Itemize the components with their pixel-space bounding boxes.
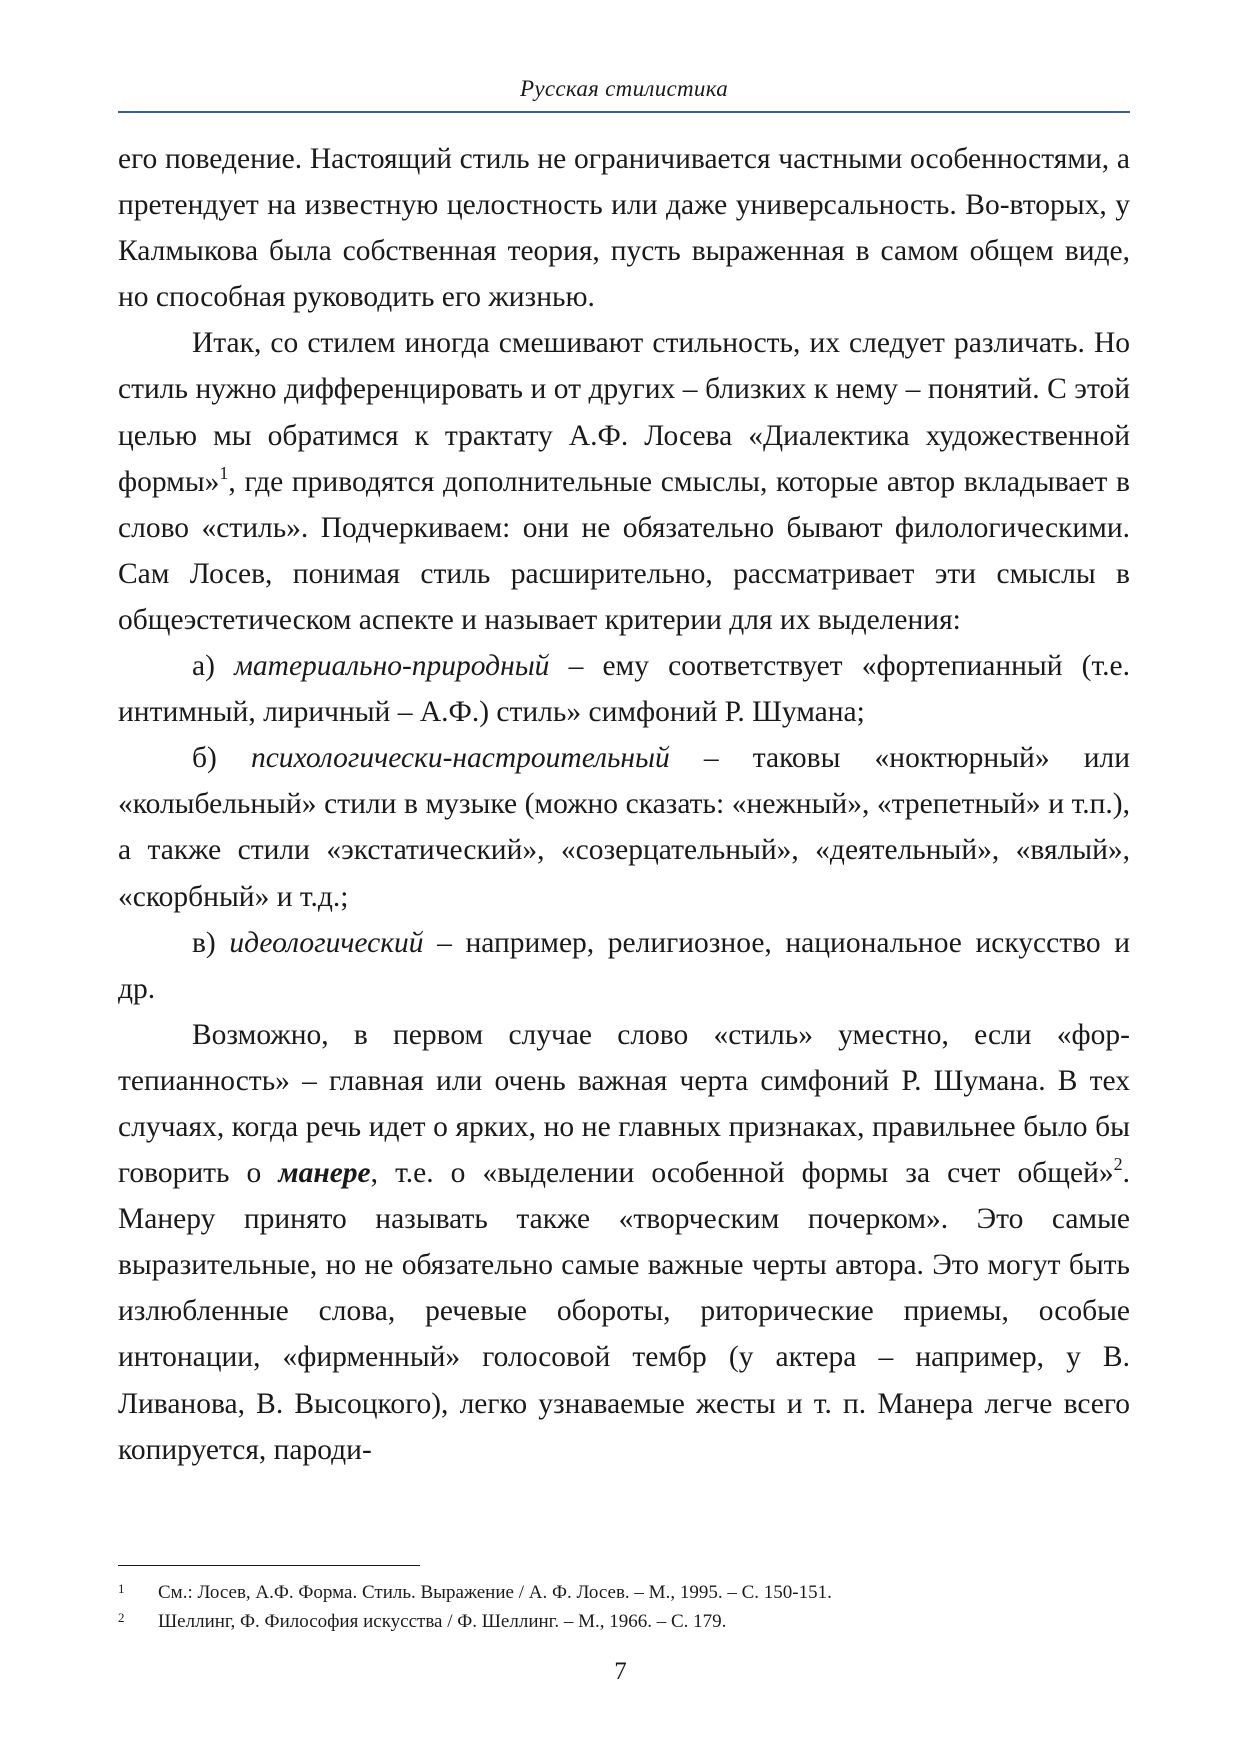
paragraph-1 <box>118 136 1130 320</box>
list-item-c-text: – например, религиозное, национальное искусство и др. <box>118 926 1130 1005</box>
footnote-1 <box>118 1578 1130 1607</box>
list-item-a-text: – ему соответствует «фортепианный (т.е. интимный, лиричный – А.Ф.) стиль» симфоний Р. Шумана; <box>118 650 1130 729</box>
list-item-b-text: – таковы «ноктюрный» или «колыбельный» стили в музыке (можно сказать: «нежный», «трепетный» и т.п.), а также стили «экстатический», «созерцательный», «деятельный», «вялый», «скорбный» и т.д.; <box>118 742 1130 913</box>
running-header: Русская стилистика <box>519 76 729 101</box>
paragraph-3 <box>118 1012 1130 1473</box>
list-item-a-term: материально-природный <box>234 650 550 683</box>
paragraph-1-text: его поведение. Настоящий стиль не ограничивается частными особенностями, а претендует на известную целостность или даже универсальность. Во-вторых, у Калмыкова была собственная теория, пусть выраженная в самом общем виде, но способная руководить его жизнью. <box>118 143 1130 314</box>
footnote-rule <box>118 1565 420 1566</box>
footnote-1-mark: 1 <box>118 1581 125 1596</box>
paragraph-3-text-before: Возможно, в первом случае слово «стиль» уместно, если «фортепианность» – главная или очень важная черта симфоний Р. Шумана. В тех случаях, когда речь идет о ярких, но не главных признаках, правильнее было бы говорить о <box>118 1018 1130 1190</box>
footnote-2-text: Шеллинг, Ф. Философия искусства / Ф. Шеллинг. – М., 1966. – С. 179. <box>158 1611 727 1632</box>
paragraph-3-text-after: . Манеру принято называть также «творческим почерком». Это самые выразительные, но не обязательно самые важные черты автора. Это могут быть излюбленные слова, речевые обороты, риторические приемы, особые интонации, «фирменный» голосовой тембр (у актера – например, у В. Ливанова, В. Высоцкого), легко узнаваемые жесты и т. п. Манера легче всего копируется, пароди- <box>118 1157 1130 1466</box>
footnote-ref-2[interactable]: 2 <box>1113 1154 1123 1175</box>
footnote-1-text: См.: Лосев, А.Ф. Форма. Стиль. Выражение / А. Ф. Лосев. – М., 1995. – С. 150-151. <box>158 1582 832 1603</box>
paragraph-3-text-middle: , т.е. о «выделении особенной формы за счет общей» <box>370 1157 1114 1190</box>
list-item-c-prefix: в) <box>192 926 230 959</box>
footnote-ref-1[interactable]: 1 <box>219 462 229 483</box>
list-item-a <box>118 643 1130 735</box>
list-item-a-prefix: а) <box>192 650 235 683</box>
list-item-c-term: идеологический <box>229 926 424 959</box>
paragraph-2 <box>118 320 1130 643</box>
list-item-b <box>118 735 1130 919</box>
page-number: 7 <box>614 1658 627 1685</box>
footnotes <box>118 1578 1130 1636</box>
body-text <box>118 136 1130 1473</box>
list-item-b-prefix: б) <box>192 742 251 775</box>
header-rule <box>118 111 1130 113</box>
paragraph-2-text-before: Итак, со стилем иногда смешивают стильность, их следует различать. Но стиль нужно дифференцировать и от других – близких к нему – понятий. С этой целью мы обратимся к трактату А.Ф. Лосева «Диалектика художественной формы» <box>118 327 1130 498</box>
footnote-2-mark: 2 <box>118 1610 125 1625</box>
list-item-b-term: психологически-настроительный <box>250 742 670 775</box>
paragraph-2-text-after: , где приводятся дополнительные смыслы, которые автор вкладывает в слово «стиль». Подчеркиваем: они не обязательно бывают филологическими. Сам Лосев, понимая стиль расширительно, рассматривает эти смыслы в общеэстетическом аспекте и называет критерии для их выделения: <box>118 465 1130 636</box>
footnote-2 <box>118 1607 1130 1636</box>
paragraph-3-term-manner: манере <box>278 1157 371 1190</box>
list-item-c <box>118 920 1130 1012</box>
